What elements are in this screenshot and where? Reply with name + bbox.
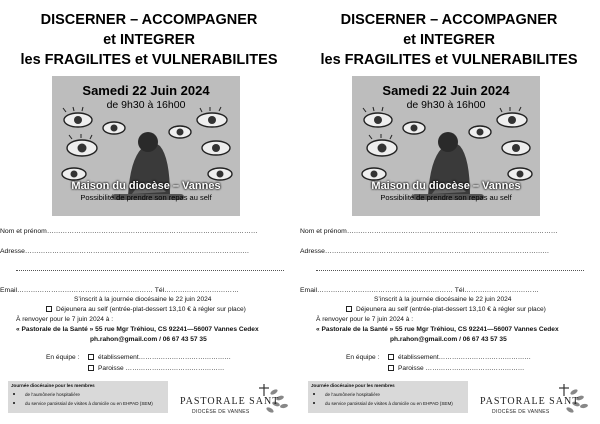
footer-item-2: du service paroissial de visites à domicile ou en EHPAD (SEM) — [313, 401, 465, 406]
title-line-2: et INTEGRER — [103, 32, 195, 48]
footer-heading: Journée diocésaine pour les membres — [311, 383, 395, 388]
name-field[interactable]: Nom et prénom………………………………………………………………………………… — [300, 228, 558, 235]
email-phone-field[interactable]: Email…………………………………………………… Tél…………………………… — [0, 287, 239, 294]
footer-heading: Journée diocésaine pour les membres — [11, 383, 95, 388]
return-text: À renvoyer pour le 7 juin 2024 à : — [16, 316, 114, 323]
parish-checkbox[interactable] — [388, 365, 394, 371]
address-line-2[interactable] — [316, 270, 584, 271]
postal-address: « Pastorale de la Santé » 55 rue Mgr Tréhiou, CS 92241—56007 Vannes Cedex — [316, 326, 559, 333]
contact-info: ph.rahon@gmail.com / 06 67 43 57 35 — [390, 336, 507, 343]
event-time: de 9h30 à 16h00 — [406, 99, 486, 111]
lunch-checkbox[interactable] — [346, 306, 352, 312]
postal-address: « Pastorale de la Santé » 55 rue Mgr Tréhiou, CS 92241—56007 Vannes Cedex — [16, 326, 259, 333]
parish-option[interactable] — [88, 365, 224, 372]
meal-note: Possibilité de prendre son repas au self — [380, 193, 512, 202]
flyer-left — [0, 0, 298, 424]
parish-label: Paroisse ……………………………………… — [398, 365, 525, 372]
email-phone-field[interactable]: Email…………………………………………………… Tél…………………………… — [300, 287, 539, 294]
register-text: S’inscrit à la journée diocésaine le 22 juin 2024 — [374, 296, 512, 303]
footer-item-2: du service paroissial de visites à domicile ou en EHPAD (SEM) — [13, 401, 165, 406]
event-date: Samedi 22 Juin 2024 — [82, 83, 210, 98]
title-line-3: les FRAGILITES et VULNERABILITES — [20, 52, 278, 68]
establishment-label: établissement…………………………………… — [98, 354, 231, 361]
bullet-icon — [13, 402, 15, 404]
meal-note: Possibilité de prendre son repas au self — [80, 193, 212, 202]
parish-checkbox[interactable] — [88, 365, 94, 371]
register-text: S’inscrit à la journée diocésaine le 22 juin 2024 — [74, 296, 212, 303]
title-line-1: DISCERNER – ACCOMPAGNER — [40, 12, 258, 28]
bullet-icon — [13, 393, 15, 395]
establishment-label: établissement…………………………………… — [398, 354, 531, 361]
bullet-icon — [313, 402, 315, 404]
lunch-label: Déjeunera au self (entrée-plat-dessert 13,10 € à régler sur place) — [356, 306, 546, 313]
title-line-1: DISCERNER – ACCOMPAGNER — [340, 12, 558, 28]
footer-item-1: de l’aumônerie hospitalière — [313, 392, 465, 397]
footer-box — [308, 381, 468, 413]
parish-label: Paroisse ……………………………………… — [98, 365, 225, 372]
pastorale-logo — [176, 382, 292, 416]
establishment-checkbox[interactable] — [88, 354, 94, 360]
establishment-option[interactable] — [88, 354, 231, 361]
lunch-option[interactable] — [346, 306, 546, 313]
pastorale-logo — [476, 382, 592, 416]
logo-subtitle: DIOCÈSE DE VANNES — [492, 409, 550, 415]
parish-option[interactable] — [388, 365, 524, 372]
lunch-checkbox[interactable] — [46, 306, 52, 312]
poster-illustration — [52, 76, 240, 216]
lunch-label: Déjeunera au self (entrée-plat-dessert 13,10 € à régler sur place) — [56, 306, 246, 313]
event-venue: Maison du diocèse – Vannes — [71, 180, 221, 192]
event-venue: Maison du diocèse – Vannes — [371, 180, 521, 192]
establishment-option[interactable] — [388, 354, 531, 361]
footer-box — [8, 381, 168, 413]
title-line-3: les FRAGILITES et VULNERABILITES — [320, 52, 578, 68]
team-label: En équipe : — [46, 354, 80, 361]
address-line-2[interactable] — [16, 270, 284, 271]
logo-text: PASTORALE SANT — [480, 396, 580, 407]
poster-illustration — [352, 76, 540, 216]
name-field[interactable]: Nom et prénom………………………………………………………………………………… — [0, 228, 258, 235]
footer-item-1: de l’aumônerie hospitalière — [13, 392, 165, 397]
logo-subtitle: DIOCÈSE DE VANNES — [192, 409, 250, 415]
flyer-right — [300, 0, 598, 424]
logo-text: PASTORALE SANT — [180, 396, 280, 407]
lunch-option[interactable] — [46, 306, 246, 313]
title-line-2: et INTEGRER — [403, 32, 495, 48]
address-field[interactable]: Adresse……………………………………………………………………………………… — [300, 248, 550, 255]
address-field[interactable]: Adresse……………………………………………………………………………………… — [0, 248, 250, 255]
team-label: En équipe : — [346, 354, 380, 361]
event-date: Samedi 22 Juin 2024 — [382, 83, 510, 98]
bullet-icon — [313, 393, 315, 395]
establishment-checkbox[interactable] — [388, 354, 394, 360]
contact-info: ph.rahon@gmail.com / 06 67 43 57 35 — [90, 336, 207, 343]
return-text: À renvoyer pour le 7 juin 2024 à : — [316, 316, 414, 323]
event-time: de 9h30 à 16h00 — [106, 99, 186, 111]
